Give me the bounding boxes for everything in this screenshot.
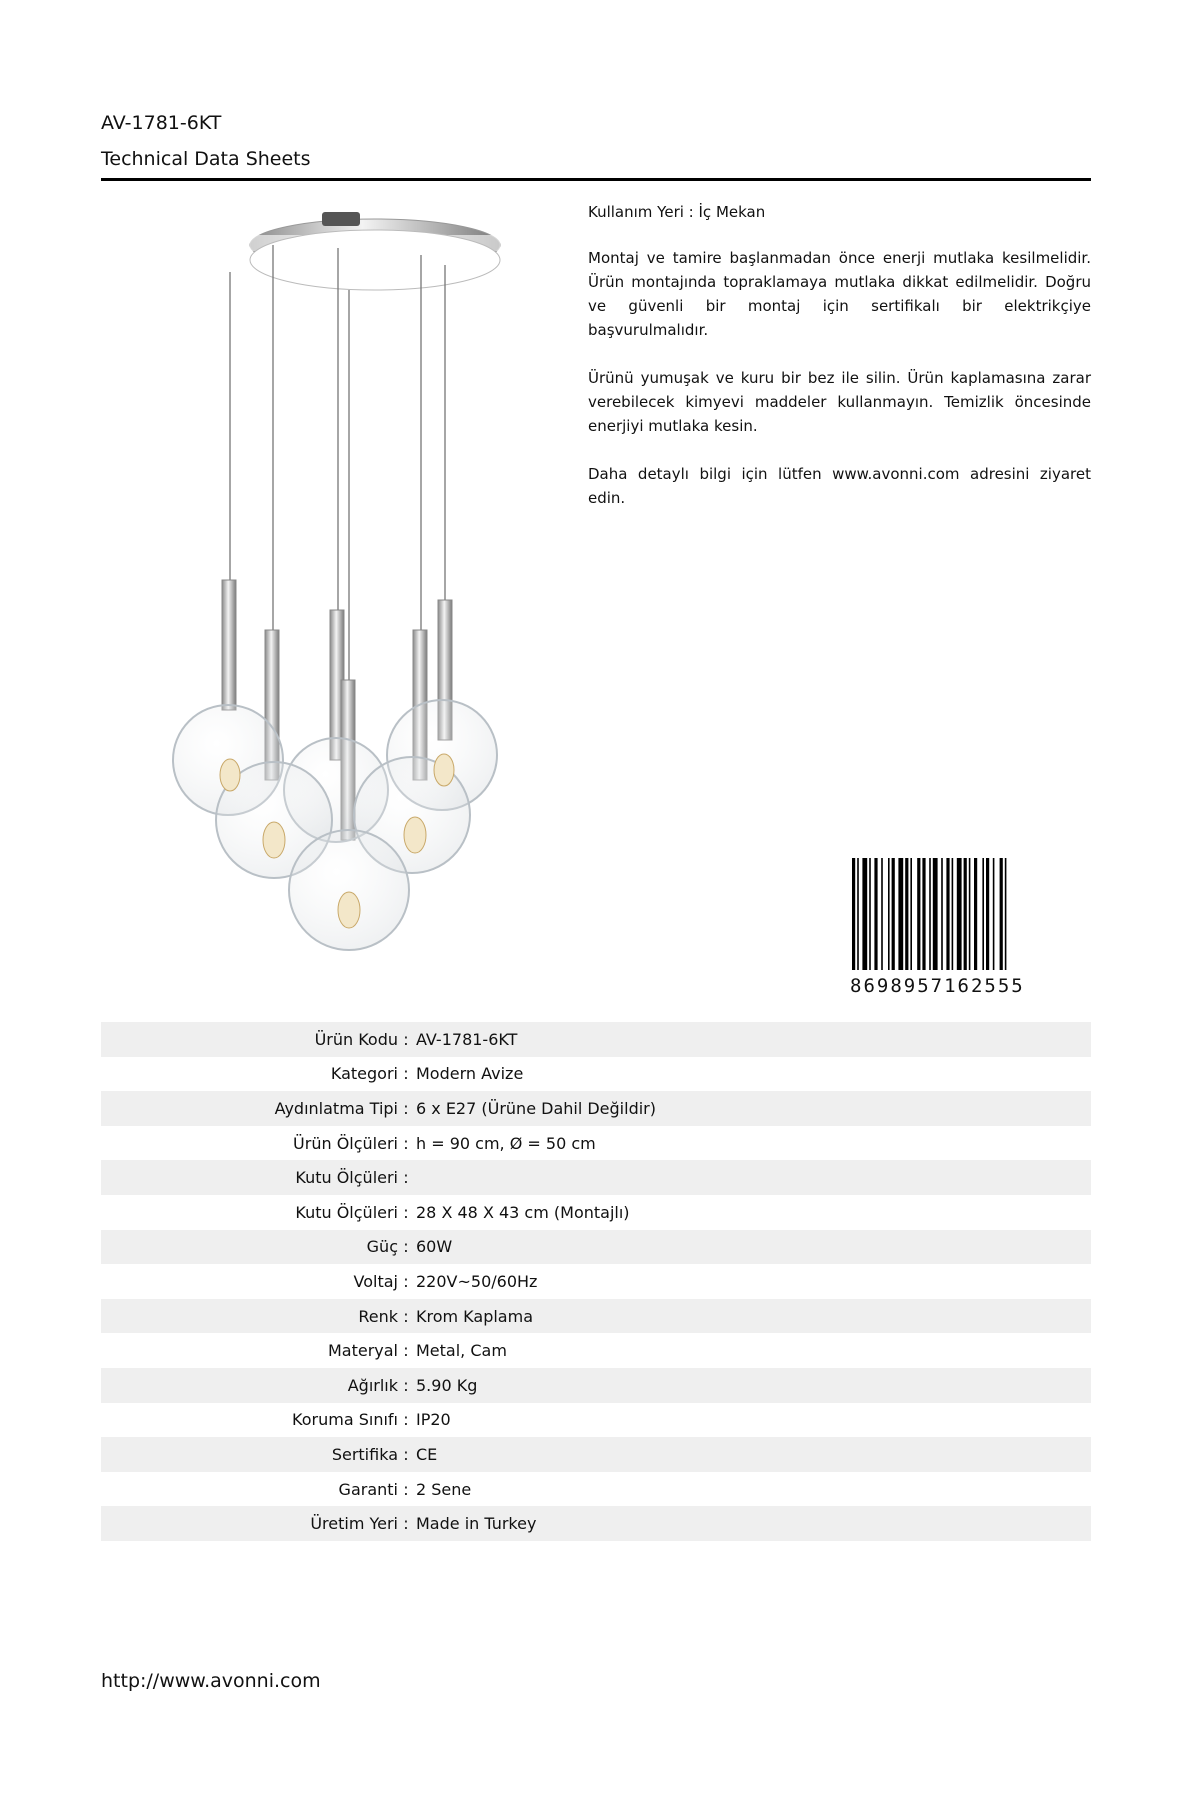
- spec-row: [101, 1403, 1091, 1438]
- document-header: [101, 110, 1091, 172]
- spec-row: [101, 1368, 1091, 1403]
- spec-value: 5.90 Kg: [416, 1375, 478, 1395]
- spec-label: Sertifika: [331, 1444, 398, 1464]
- spec-separator: :: [403, 1306, 409, 1326]
- spec-separator: :: [403, 1479, 409, 1499]
- barcode-bar: [986, 858, 989, 970]
- spec-separator: :: [403, 1271, 409, 1291]
- spec-table: [101, 1022, 1091, 1541]
- barcode-bar: [957, 858, 962, 970]
- spec-label: Garanti: [338, 1479, 398, 1499]
- barcode-bar: [905, 858, 908, 970]
- barcode-bar: [922, 858, 925, 970]
- spec-label: Güç: [366, 1237, 398, 1257]
- spec-separator: :: [403, 1133, 409, 1153]
- chandelier-product-image: [150, 200, 570, 960]
- spec-row: [101, 1195, 1091, 1230]
- spec-label: Koruma Sınıfı: [292, 1410, 398, 1430]
- barcode-bar: [969, 858, 971, 970]
- spec-separator: :: [403, 1168, 409, 1188]
- spec-label: Kategori: [330, 1064, 398, 1084]
- spec-label: Aydınlatma Tipi: [274, 1098, 398, 1118]
- product-code-title: AV-1781-6KT: [101, 112, 222, 134]
- barcode-bar: [929, 858, 931, 970]
- spec-label: Kutu Ölçüleri: [295, 1202, 398, 1222]
- spec-separator: :: [403, 1064, 409, 1084]
- spec-value: CE: [416, 1444, 438, 1464]
- spec-label: Ağırlık: [347, 1375, 398, 1395]
- spec-value: 220V~50/60Hz: [416, 1271, 538, 1291]
- info-panel: [588, 200, 1091, 534]
- spec-row: [101, 1230, 1091, 1265]
- spec-label: Renk: [358, 1306, 398, 1326]
- spec-label: Materyal: [327, 1341, 398, 1361]
- spec-value: h = 90 cm, Ø = 50 cm: [416, 1133, 596, 1153]
- spec-row: [101, 1333, 1091, 1368]
- barcode-bar: [917, 858, 920, 970]
- barcode-bar: [874, 858, 877, 970]
- spec-value: 28 X 48 X 43 cm (Montajlı): [416, 1202, 630, 1222]
- barcode-bar: [898, 858, 903, 970]
- barcode-bar: [974, 858, 977, 970]
- spec-separator: :: [403, 1098, 409, 1118]
- barcode-bar: [982, 858, 984, 970]
- barcode-bar: [1005, 858, 1007, 970]
- spec-separator: :: [403, 1029, 409, 1049]
- barcode-bar: [881, 858, 883, 970]
- barcode-bar: [952, 858, 954, 970]
- spec-separator: :: [403, 1341, 409, 1361]
- spec-value: Made in Turkey: [416, 1514, 537, 1534]
- barcode-bar: [910, 858, 912, 970]
- barcode-bar: [857, 858, 859, 970]
- barcode-bar: [964, 858, 967, 970]
- spec-row: [101, 1299, 1091, 1334]
- spec-row: [101, 1091, 1091, 1126]
- spec-row: [101, 1472, 1091, 1507]
- spec-label: Ürün Kodu: [314, 1029, 398, 1049]
- barcode-bar: [892, 858, 895, 970]
- spec-separator: :: [403, 1514, 409, 1534]
- header-divider: [101, 178, 1091, 181]
- barcode-bar: [993, 858, 995, 970]
- spec-separator: :: [403, 1237, 409, 1257]
- spec-row: [101, 1264, 1091, 1299]
- barcode-bar: [933, 858, 938, 970]
- barcode-bar: [941, 858, 943, 970]
- spec-value: Metal, Cam: [416, 1341, 507, 1361]
- spec-value: AV-1781-6KT: [416, 1029, 518, 1049]
- spec-row: [101, 1160, 1091, 1195]
- spec-label: Ürün Ölçüleri: [293, 1133, 398, 1153]
- spec-label: Kutu Ölçüleri: [295, 1168, 398, 1188]
- spec-row: [101, 1506, 1091, 1541]
- spec-row: [101, 1057, 1091, 1092]
- spec-value: 2 Sene: [416, 1479, 472, 1499]
- spec-value: Krom Kaplama: [416, 1306, 533, 1326]
- safety-note: Montaj ve tamire başlanmadan önce enerji mutlaka kesilmelidir. Ürün montajında topraklamaya mutlaka dikkat edilmelidir. Doğru ve güvenli bir montaj için sertifikalı bir elektrikçiye başvurulmalıdır.: [588, 249, 1091, 339]
- spec-separator: :: [403, 1375, 409, 1395]
- spec-label: Üretim Yeri: [310, 1514, 398, 1534]
- spec-value: 60W: [416, 1237, 453, 1257]
- spec-row: [101, 1022, 1091, 1057]
- spec-separator: :: [403, 1410, 409, 1430]
- spec-value: 6 x E27 (Ürüne Dahil Değildir): [416, 1098, 656, 1118]
- spec-value: IP20: [416, 1410, 451, 1430]
- barcode-bar: [852, 858, 855, 970]
- barcode-bar: [869, 858, 871, 970]
- spec-label: Voltaj: [353, 1271, 398, 1291]
- barcode-number: 8698957162555: [850, 975, 1025, 997]
- barcode-bar: [946, 858, 949, 970]
- barcode-bar: [888, 858, 890, 970]
- spec-separator: :: [403, 1202, 409, 1222]
- footer-url: http://www.avonni.com: [101, 1670, 321, 1692]
- barcode-bar: [862, 858, 867, 970]
- spec-value: Modern Avize: [416, 1064, 524, 1084]
- spec-row: [101, 1126, 1091, 1161]
- spec-separator: :: [403, 1444, 409, 1464]
- document-subtitle: Technical Data Sheets: [101, 148, 311, 170]
- cleaning-note: Ürünü yumuşak ve kuru bir bez ile silin. Ürün kaplamasına zarar verebilecek kimyevi maddeler kullanmayın. Temizlik öncesinde enerjiyi mutlaka kesin.: [588, 369, 1091, 435]
- spec-row: [101, 1437, 1091, 1472]
- usage-location: Kullanım Yeri : İç Mekan: [588, 203, 766, 221]
- more-info-note: Daha detaylı bilgi için lütfen www.avonni.com adresini ziyaret edin.: [588, 465, 1091, 507]
- barcode-bar: [1000, 858, 1003, 970]
